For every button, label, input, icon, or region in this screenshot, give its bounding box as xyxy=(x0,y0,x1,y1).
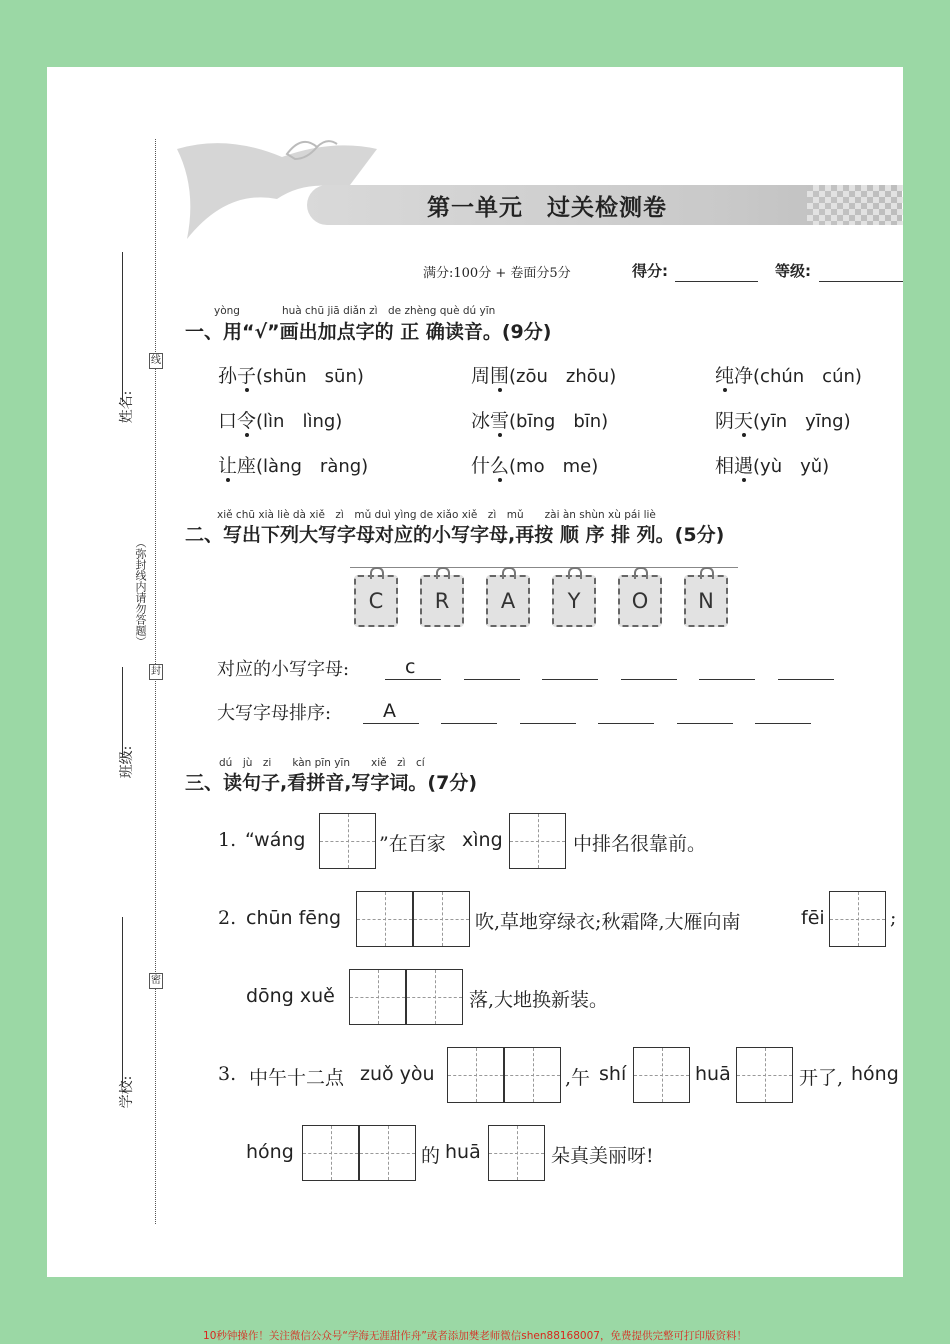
q3-pinyin-shi: shí xyxy=(599,1063,627,1085)
name-label: 姓名: xyxy=(119,390,135,424)
q2-number: 2. xyxy=(218,907,237,929)
q3-pinyin-zuoyou: zuǒ yòu xyxy=(360,1063,435,1085)
q3-char-box[interactable] xyxy=(736,1047,793,1103)
order-blank[interactable] xyxy=(677,723,733,724)
section1-item[interactable]: 什么(mo me) xyxy=(471,455,599,477)
q1-char-box[interactable] xyxy=(319,813,376,869)
q3-pinyin-hua: huā xyxy=(695,1063,731,1085)
section1-item[interactable]: 周围(zōu zhōu) xyxy=(471,365,617,387)
lowercase-blank[interactable] xyxy=(464,679,520,680)
q2-pinyin-fei: fēi xyxy=(801,907,825,929)
section1-item[interactable]: 相遇(yù yǔ) xyxy=(715,455,830,477)
seal-mark-line: 线 xyxy=(149,353,163,369)
lowercase-blank[interactable] xyxy=(621,679,677,680)
q1-char-box[interactable] xyxy=(509,813,566,869)
q2-char-box[interactable] xyxy=(349,969,406,1025)
q1-pinyin-xing: xìng xyxy=(462,829,503,851)
section3-title: 三、读句子,看拼音,写字词。(7分) xyxy=(185,772,478,794)
tag-string xyxy=(350,567,738,568)
q1-text-end: 中排名很靠前。 xyxy=(573,833,707,855)
q2-semicolon: ; xyxy=(890,907,897,929)
lowercase-blank[interactable] xyxy=(542,679,598,680)
school-underline xyxy=(122,917,123,1087)
order-label: 大写字母排序: xyxy=(217,703,332,724)
q2-pinyin-dongxue: dōng xuě xyxy=(246,985,335,1007)
worksheet-page xyxy=(47,67,903,1277)
q1-pinyin-wang: “wáng xyxy=(245,829,306,851)
q3-pinyin-hua2: huā xyxy=(445,1141,481,1163)
footer-notice: 10秒钟操作！关注微信公众号“学海无涯甜作舟”或者添加樊老师微信shen88168007，免费提供完整可打印版资料！ xyxy=(203,1330,747,1342)
score-field[interactable] xyxy=(675,281,758,282)
q3-char-box[interactable] xyxy=(302,1125,359,1181)
lowercase-blank[interactable] xyxy=(778,679,834,680)
section2-title: 二、写出下列大写字母对应的小写字母,再按 顺 序 排 列。(5分) xyxy=(185,524,725,546)
section1-title: 一、用“√”画出加点字的 正 确读音。(9分) xyxy=(185,321,552,343)
section1-pinyin: yòng huà chū jiā diǎn zì de zhèng què dú yīn xyxy=(214,305,496,317)
q3-text: 中午十二点 xyxy=(249,1067,345,1089)
order-blank[interactable] xyxy=(755,723,811,724)
q2-text-end: 落,大地换新装。 xyxy=(469,989,609,1011)
letter-tag: N xyxy=(684,575,728,627)
letter-tag: A xyxy=(486,575,530,627)
q2-text: 吹,草地穿绿衣;秋霜降,大雁向南 xyxy=(475,911,741,933)
q2-char-box[interactable] xyxy=(406,969,463,1025)
full-marks: 满分:100分 + 卷面分5分 xyxy=(423,266,571,281)
class-label: 班级: xyxy=(119,745,135,779)
seal-mark-seal: 封 xyxy=(149,664,163,680)
score-label: 得分: xyxy=(632,262,668,280)
q3-char-box[interactable] xyxy=(447,1047,504,1103)
banner-checker-pattern xyxy=(807,185,903,225)
q2-char-box[interactable] xyxy=(829,891,886,947)
q3-char-box[interactable] xyxy=(504,1047,561,1103)
school-label: 学校: xyxy=(119,1075,135,1109)
q3-text-de: 的 xyxy=(421,1145,441,1167)
grade-field[interactable] xyxy=(819,281,903,282)
q3-pinyin-hong1: hóng xyxy=(851,1063,899,1085)
letter-tag: O xyxy=(618,575,662,627)
order-blank[interactable] xyxy=(363,723,419,724)
order-blank[interactable] xyxy=(598,723,654,724)
lowercase-blank[interactable] xyxy=(699,679,755,680)
page-title: 第一单元 过关检测卷 xyxy=(427,195,667,221)
section1-item[interactable]: 纯净(chún cún) xyxy=(715,365,862,387)
section1-item[interactable]: 口令(lìn lìng) xyxy=(218,410,343,432)
q3-text-end: 朵真美丽呀! xyxy=(551,1145,654,1167)
q3-char-box[interactable] xyxy=(488,1125,545,1181)
section1-item[interactable]: 让座(làng ràng) xyxy=(218,455,369,477)
q3-char-box[interactable] xyxy=(633,1047,690,1103)
q2-char-box[interactable] xyxy=(356,891,413,947)
section3-pinyin: dú jù zi kàn pīn yīn xiě zì cí xyxy=(219,757,425,769)
seal-mark-secret: 密 xyxy=(149,973,163,989)
lowercase-label: 对应的小写字母: xyxy=(217,659,350,680)
q1-number: 1. xyxy=(218,829,237,851)
grade-label: 等级: xyxy=(775,262,811,280)
binding-dotted-line xyxy=(155,139,156,1224)
order-answer-example: A xyxy=(383,700,396,722)
q3-pinyin-hong2: hóng xyxy=(246,1141,294,1163)
section1-item[interactable]: 阴天(yīn yīng) xyxy=(715,410,851,432)
letter-tag: R xyxy=(420,575,464,627)
q1-text: ”在百家 xyxy=(379,833,446,855)
q3-char-box[interactable] xyxy=(359,1125,416,1181)
letter-tag: Y xyxy=(552,575,596,627)
seal-notice: （弥封线内请勿答题） xyxy=(134,537,147,647)
order-blank[interactable] xyxy=(520,723,576,724)
order-blank[interactable] xyxy=(441,723,497,724)
name-underline xyxy=(122,252,123,402)
q3-text-wu: ,午 xyxy=(565,1067,591,1089)
q2-pinyin-chunfeng: chūn fēng xyxy=(246,907,342,929)
q3-text-kaile: 开了, xyxy=(799,1067,844,1089)
section2-pinyin: xiě chū xià liè dà xiě zì mǔ duì yìng de xiǎo xiě zì mǔ zài àn shùn xù pái liè xyxy=(217,509,656,521)
q2-char-box[interactable] xyxy=(413,891,470,947)
q3-number: 3. xyxy=(218,1063,237,1085)
lowercase-answer-example: c xyxy=(405,656,416,678)
section1-item[interactable]: 孙子(shūn sūn) xyxy=(218,365,364,387)
lowercase-blank[interactable] xyxy=(385,679,441,680)
letter-tag: C xyxy=(354,575,398,627)
section1-item[interactable]: 冰雪(bīng bīn) xyxy=(471,410,609,432)
